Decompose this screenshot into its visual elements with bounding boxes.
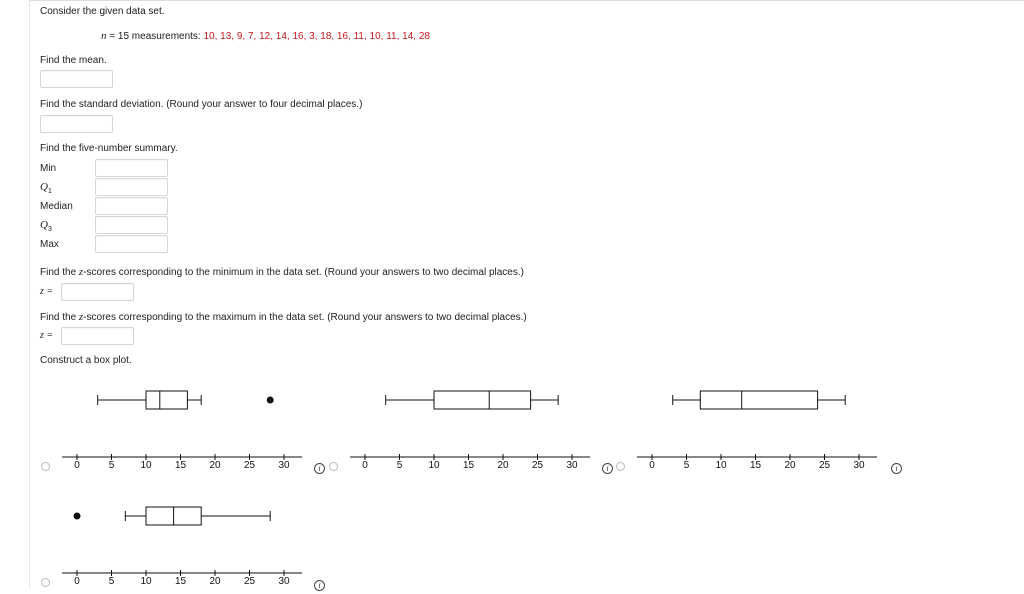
x-tick-label: 10 [140,576,152,587]
x-tick-label: 15 [174,576,187,587]
median-label: Median [40,201,73,212]
mean-prompt: Find the mean. [40,55,107,66]
iqr-box [146,391,187,409]
top-border [30,0,1024,1]
z-min-prompt [40,266,524,278]
intro-text: Consider the given data set. [40,6,165,17]
x-tick-label: 30 [278,460,290,471]
x-tick-label: 25 [818,460,831,471]
max-input[interactable] [95,235,168,253]
q3-input[interactable] [95,216,168,234]
x-tick-label: 30 [853,460,865,471]
x-tick-label: 25 [243,576,256,587]
x-tick-label: 20 [784,460,796,471]
x-tick-label: 30 [278,576,290,587]
x-tick-label: 5 [108,460,115,471]
q1-sub: 1 [47,188,52,195]
z-max-input[interactable] [61,327,134,345]
dataset-values: 10, 13, 9, 7, 12, 14, 16, 3, 18, 16, 11, 10, 11, 14, 28 [203,31,430,42]
x-tick-label: 0 [74,460,80,471]
five-number-prompt: Find the five-number summary. [40,143,178,154]
z-min-prompt-b: -scores corresponding to the minimum in the data set. (Round your answers to two decimal places.) [83,267,524,278]
boxplot-prompt: Construct a box plot. [40,355,132,366]
box-plot-option-c [637,378,877,478]
option-a-radio[interactable] [41,462,50,471]
option-d-radio[interactable] [41,578,50,587]
x-tick-label: 10 [428,460,440,471]
x-tick-label: 20 [497,460,509,471]
x-tick-label: 15 [174,460,187,471]
x-tick-label: 0 [74,576,80,587]
q3-letter: Q [40,219,48,231]
box-plot-option-b [350,378,590,478]
x-tick-label: 10 [715,460,727,471]
min-label: Min [40,163,57,174]
x-tick-label: 25 [531,460,544,471]
x-tick-label: 20 [209,576,221,587]
z-min-prompt-a: Find the [40,267,79,278]
n-symbol: n [101,30,107,42]
x-tick-label: 10 [140,460,152,471]
x-tick-label: 30 [566,460,578,471]
z-max-prompt [40,311,527,323]
x-tick-label: 0 [362,460,368,471]
left-border [29,0,30,589]
x-tick-label: 15 [462,460,475,471]
z-max-prompt-b: -scores corresponding to the maximum in the data set. (Round your answers to two decimal places.) [83,312,527,323]
median-input[interactable] [95,197,168,215]
z-max-prompt-a: Find the [40,312,79,323]
option-d-info-icon[interactable]: i [314,580,325,591]
dataset-line [101,30,430,42]
outlier-point [74,513,81,520]
x-tick-label: 5 [108,576,115,587]
q1-input[interactable] [95,178,168,196]
z-min-input[interactable] [61,283,134,301]
mean-input[interactable] [40,70,113,88]
box-plot-option-d [62,494,302,594]
option-b-radio[interactable] [329,462,338,471]
z-min-symbol: z [78,266,84,278]
q3-label [40,219,52,233]
q1-letter: Q [40,181,48,193]
x-tick-label: 5 [683,460,690,471]
x-tick-label: 20 [209,460,221,471]
z-max-label: z = [40,330,54,341]
x-tick-label: 15 [749,460,762,471]
max-label: Max [40,239,59,250]
option-c-info-icon[interactable]: i [891,463,902,474]
q3-sub: 3 [47,226,52,233]
sd-input[interactable] [40,115,113,133]
z-max-symbol: z [78,311,84,323]
x-tick-label: 25 [243,460,256,471]
option-b-info-icon[interactable]: i [602,463,613,474]
z-min-label: z = [40,286,54,297]
iqr-box [700,391,817,409]
n-text: = 15 measurements: [106,31,204,42]
iqr-box [434,391,531,409]
sd-prompt: Find the standard deviation. (Round your answer to four decimal places.) [40,99,363,110]
option-a-info-icon[interactable]: i [314,463,325,474]
box-plot-option-a [62,378,302,478]
outlier-point [267,397,274,404]
x-tick-label: 0 [649,460,655,471]
min-input[interactable] [95,159,168,177]
q1-label [40,181,52,195]
x-tick-label: 5 [396,460,403,471]
option-c-radio[interactable] [616,462,625,471]
